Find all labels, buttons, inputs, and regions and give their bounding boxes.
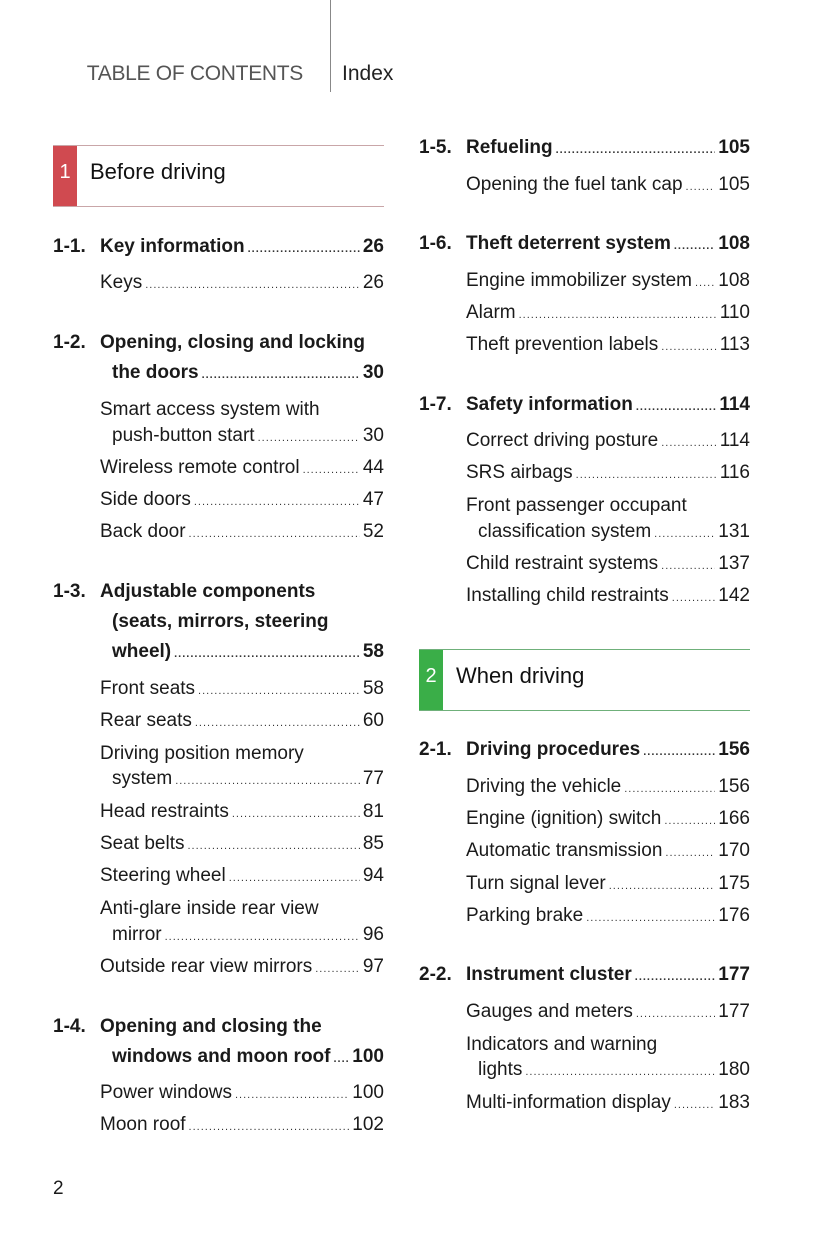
- entry-title: Turn signal lever: [466, 873, 606, 894]
- page-ref: 52: [362, 521, 384, 542]
- leader-dots: [661, 341, 716, 353]
- page-ref: 114: [719, 394, 750, 415]
- chapter-title: Before driving: [90, 159, 226, 184]
- leader-dots: [248, 243, 360, 255]
- leader-dots: [525, 1066, 715, 1078]
- page-ref: 180: [718, 1059, 750, 1080]
- page-ref: 175: [718, 873, 750, 894]
- section-title: Refueling: [466, 137, 553, 158]
- page-ref: 108: [718, 233, 750, 254]
- page-ref: 30: [362, 362, 384, 383]
- entry-title: Smart access system with: [100, 399, 320, 420]
- entry-title-cont: push-button start: [112, 425, 255, 446]
- leader-dots: [195, 717, 360, 729]
- page-ref: 108: [718, 270, 750, 291]
- toc-entry-1-7[interactable]: [466, 394, 750, 416]
- toc-entry[interactable]: [112, 924, 384, 946]
- leader-dots: [229, 872, 360, 884]
- entry-title-cont: classification system: [478, 521, 652, 542]
- leader-dots: [189, 528, 360, 540]
- chapter-number-badge: 2: [419, 650, 443, 710]
- entry-title: SRS airbags: [466, 462, 573, 483]
- leader-dots: [586, 912, 715, 924]
- entry-title-cont: lights: [478, 1059, 523, 1080]
- entry-title: Keys: [100, 272, 143, 293]
- chapter-title: When driving: [456, 663, 585, 688]
- toc-entry[interactable]: [466, 873, 750, 895]
- page-ref: 77: [362, 768, 384, 789]
- toc-entry[interactable]: [112, 768, 384, 790]
- leader-dots: [674, 1099, 715, 1111]
- leader-dots: [188, 840, 360, 852]
- page-ref: 142: [718, 585, 750, 606]
- entry-title: Seat belts: [100, 833, 185, 854]
- leader-dots: [695, 277, 715, 289]
- leader-dots: [232, 808, 360, 820]
- toc-header-label[interactable]: TABLE OF CONTENTS: [86, 62, 303, 85]
- section-number: 1-4.: [53, 1016, 86, 1037]
- toc-entry[interactable]: [466, 430, 750, 452]
- toc-entry[interactable]: [466, 840, 750, 862]
- chapter-1-heading[interactable]: [53, 145, 384, 207]
- entry-title: Outside rear view mirrors: [100, 956, 313, 977]
- toc-entry[interactable]: [466, 270, 750, 292]
- leader-dots: [145, 279, 360, 291]
- leader-dots: [609, 880, 716, 892]
- page-ref: 166: [718, 808, 750, 829]
- page-ref: 116: [719, 462, 750, 483]
- page-ref: 81: [362, 801, 384, 822]
- section-title: Key information: [100, 236, 245, 257]
- toc-entry[interactable]: [466, 174, 750, 196]
- leader-dots: [686, 181, 716, 193]
- page-ref: 156: [718, 739, 750, 760]
- leader-dots: [674, 240, 715, 252]
- section-number: 1-6.: [419, 233, 452, 254]
- entry-title: Side doors: [100, 489, 191, 510]
- toc-entry[interactable]: [112, 425, 384, 447]
- toc-entry[interactable]: [466, 808, 750, 830]
- toc-entry[interactable]: [478, 1059, 750, 1081]
- page-ref: 26: [362, 272, 384, 293]
- toc-entry-1-3[interactable]: [112, 641, 384, 663]
- entry-title: Engine (ignition) switch: [466, 808, 662, 829]
- page-ref: 105: [718, 174, 750, 195]
- entry-title: Alarm: [466, 302, 516, 323]
- page-ref: 100: [352, 1082, 384, 1103]
- section-title: Opening, closing and locking: [100, 332, 365, 353]
- entry-title: Automatic transmission: [466, 840, 663, 861]
- toc-entry[interactable]: [100, 272, 384, 294]
- page-ref: 85: [362, 833, 384, 854]
- page-ref: 113: [719, 334, 750, 355]
- section-number: 1-3.: [53, 581, 86, 602]
- toc-entry-1-4[interactable]: [112, 1046, 384, 1068]
- section-number: 1-5.: [419, 137, 452, 158]
- leader-dots: [189, 1121, 350, 1133]
- toc-entry[interactable]: [466, 553, 750, 575]
- toc-entry[interactable]: [100, 956, 384, 978]
- leader-dots: [665, 847, 715, 859]
- page-ref: 58: [362, 641, 384, 662]
- section-number: 1-1.: [53, 236, 86, 257]
- section-title: Theft deterrent system: [466, 233, 671, 254]
- section-title-cont: wheel): [112, 641, 172, 662]
- page-ref: 26: [362, 236, 384, 257]
- leader-dots: [165, 931, 360, 943]
- page-ref: 97: [362, 956, 384, 977]
- toc-entry[interactable]: [100, 489, 384, 511]
- leader-dots: [643, 746, 715, 758]
- leader-dots: [194, 496, 360, 508]
- section-title-cont: windows and moon roof: [112, 1046, 331, 1067]
- entry-title: Opening the fuel tank cap: [466, 174, 683, 195]
- toc-entry[interactable]: [100, 457, 384, 479]
- toc-entry[interactable]: [100, 801, 384, 823]
- entry-title: Gauges and meters: [466, 1001, 633, 1022]
- entry-title: Head restraints: [100, 801, 229, 822]
- header-divider: [330, 0, 331, 92]
- entry-title: Theft prevention labels: [466, 334, 659, 355]
- entry-title: Back door: [100, 521, 186, 542]
- toc-entry-1-1[interactable]: [100, 236, 384, 258]
- toc-entry-1-2[interactable]: [112, 362, 384, 384]
- leader-dots: [654, 528, 715, 540]
- leader-dots: [635, 971, 716, 983]
- page-ref: 110: [719, 302, 750, 323]
- entry-title: Engine immobilizer system: [466, 270, 692, 291]
- toc-entry[interactable]: [466, 776, 750, 798]
- toc-entry[interactable]: [478, 521, 750, 543]
- leader-dots: [636, 401, 717, 413]
- entry-title: Parking brake: [466, 905, 584, 926]
- entry-title: Moon roof: [100, 1114, 186, 1135]
- toc-entry-1-5[interactable]: [466, 137, 750, 159]
- entry-title: Driving the vehicle: [466, 776, 622, 797]
- section-number: 1-7.: [419, 394, 452, 415]
- leader-dots: [624, 783, 715, 795]
- toc-entry[interactable]: [100, 865, 384, 887]
- leader-dots: [661, 437, 717, 449]
- page-ref: 156: [718, 776, 750, 797]
- leader-dots: [661, 560, 715, 572]
- entry-title: Wireless remote control: [100, 457, 300, 478]
- index-header-label[interactable]: Index: [342, 62, 394, 85]
- section-title: Instrument cluster: [466, 964, 632, 985]
- page-ref: 60: [362, 710, 384, 731]
- toc-entry[interactable]: [100, 1114, 384, 1136]
- toc-entry[interactable]: [466, 585, 750, 607]
- leader-dots: [198, 685, 360, 697]
- section-number: 2-1.: [419, 739, 452, 760]
- page-ref: 137: [718, 553, 750, 574]
- entry-title: Installing child restraints: [466, 585, 669, 606]
- entry-title-cont: system: [112, 768, 173, 789]
- toc-entry[interactable]: [466, 462, 750, 484]
- toc-entry[interactable]: [466, 905, 750, 927]
- entry-title: Multi-information display: [466, 1092, 671, 1113]
- page-ref: 30: [362, 425, 384, 446]
- page-number: 2: [53, 1178, 64, 1199]
- toc-entry[interactable]: [466, 334, 750, 356]
- leader-dots: [315, 963, 360, 975]
- page-ref: 114: [719, 430, 750, 451]
- section-title: Driving procedures: [466, 739, 641, 760]
- section-title: Opening and closing the: [100, 1016, 322, 1037]
- leader-dots: [202, 369, 360, 381]
- section-title-cont: (seats, mirrors, steering: [112, 611, 329, 632]
- page-ref: 58: [362, 678, 384, 699]
- leader-dots: [174, 648, 360, 660]
- entry-title: Indicators and warning: [466, 1034, 658, 1055]
- leader-dots: [333, 1053, 349, 1065]
- entry-title: Child restraint systems: [466, 553, 659, 574]
- entry-title: Front passenger occupant: [466, 495, 687, 516]
- page-ref: 100: [352, 1046, 384, 1067]
- chapter-2-heading[interactable]: [419, 649, 750, 711]
- toc-entry-1-6[interactable]: [466, 233, 750, 255]
- chapter-number-badge: 1: [53, 146, 77, 206]
- leader-dots: [576, 469, 717, 481]
- leader-dots: [258, 432, 360, 444]
- leader-dots: [556, 144, 716, 156]
- page-ref: 170: [718, 840, 750, 861]
- leader-dots: [303, 464, 360, 476]
- section-number: 2-2.: [419, 964, 452, 985]
- toc-entry[interactable]: [466, 1001, 750, 1023]
- leader-dots: [175, 775, 360, 787]
- entry-title: Rear seats: [100, 710, 192, 731]
- page-ref: 47: [362, 489, 384, 510]
- page-ref: 177: [718, 964, 750, 985]
- page-ref: 44: [362, 457, 384, 478]
- section-title-cont: the doors: [112, 362, 199, 383]
- toc-entry[interactable]: [100, 1082, 384, 1104]
- toc-entry[interactable]: [466, 1092, 750, 1114]
- toc-entry[interactable]: [100, 678, 384, 700]
- section-title: Safety information: [466, 394, 633, 415]
- leader-dots: [672, 592, 716, 604]
- entry-title-cont: mirror: [112, 924, 162, 945]
- page-ref: 96: [362, 924, 384, 945]
- entry-title: Power windows: [100, 1082, 232, 1103]
- page-ref: 94: [362, 865, 384, 886]
- toc-entry[interactable]: [100, 833, 384, 855]
- section-number: 1-2.: [53, 332, 86, 353]
- page-ref: 102: [352, 1114, 384, 1135]
- toc-entry[interactable]: [100, 521, 384, 543]
- leader-dots: [519, 309, 717, 321]
- page-ref: 183: [718, 1092, 750, 1113]
- entry-title: Front seats: [100, 678, 196, 699]
- toc-entry-2-2[interactable]: [466, 964, 750, 986]
- page-ref: 176: [718, 905, 750, 926]
- entry-title: Steering wheel: [100, 865, 226, 886]
- entry-title: Driving position memory: [100, 743, 304, 764]
- entry-title: Anti-glare inside rear view: [100, 898, 319, 919]
- toc-entry[interactable]: [100, 710, 384, 732]
- entry-title: Correct driving posture: [466, 430, 659, 451]
- leader-dots: [235, 1089, 349, 1101]
- toc-entry[interactable]: [466, 302, 750, 324]
- page-ref: 105: [718, 137, 750, 158]
- leader-dots: [664, 815, 715, 827]
- page-ref: 131: [718, 521, 750, 542]
- section-title: Adjustable components: [100, 581, 316, 602]
- page-ref: 177: [718, 1001, 750, 1022]
- toc-entry-2-1[interactable]: [466, 739, 750, 761]
- leader-dots: [636, 1008, 715, 1020]
